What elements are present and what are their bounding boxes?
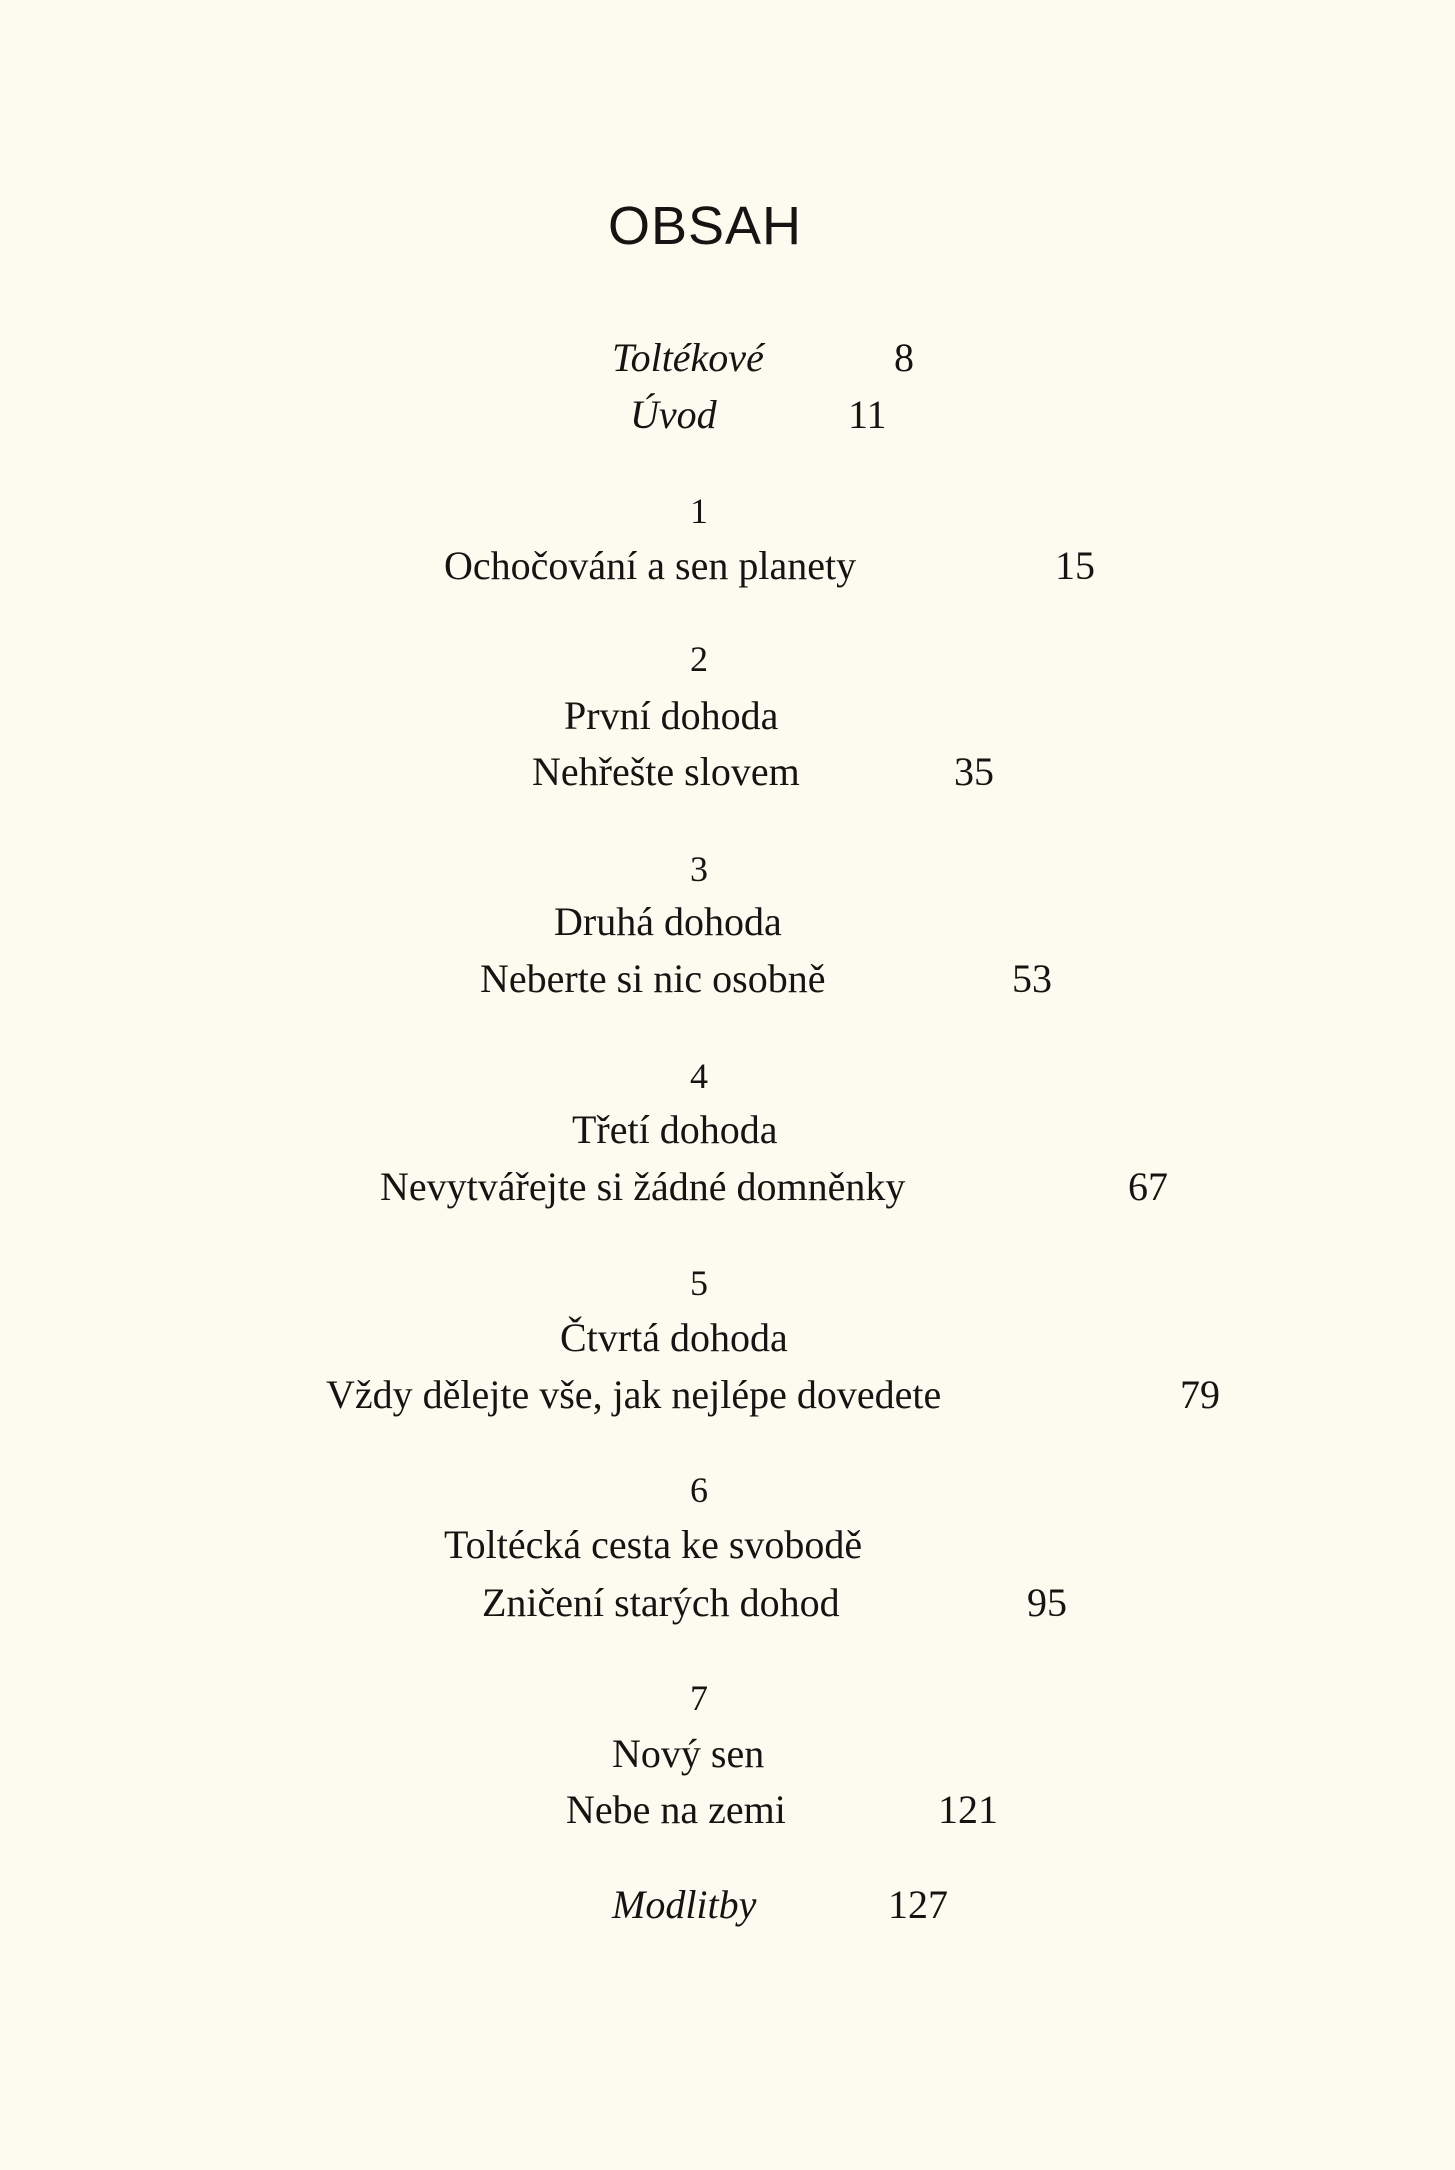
chapter-subtitle: Nehřešte slovem (532, 749, 800, 794)
chapter-number: 2 (690, 639, 708, 679)
chapter-title: Toltécká cesta ke svobodě (444, 1522, 863, 1567)
toc-entry-tolteks: Toltékové (612, 335, 764, 380)
page-number: 127 (888, 1882, 948, 1927)
chapter-number: 5 (690, 1263, 708, 1303)
chapter-subtitle: Neberte si nic osobně (480, 956, 826, 1001)
chapter-subtitle: Nevytvářejte si žádné domněnky (380, 1164, 906, 1209)
page-number: 8 (894, 335, 914, 380)
page-number: 15 (1055, 543, 1095, 588)
chapter-number: 6 (690, 1470, 708, 1510)
page-number: 11 (848, 392, 887, 437)
chapter-title: Ochočování a sen planety (444, 543, 857, 588)
chapter-subtitle: Zničení starých dohod (482, 1580, 840, 1625)
toc-entry-prayers: Modlitby (612, 1882, 757, 1927)
chapter-subtitle: Vždy dělejte vše, jak nejlépe dovedete (326, 1372, 942, 1417)
chapter-number: 3 (690, 849, 708, 889)
chapter-number: 7 (690, 1678, 708, 1718)
page-number: 53 (1012, 956, 1052, 1001)
page-number: 79 (1180, 1372, 1220, 1417)
chapter-number: 1 (690, 491, 708, 531)
page-number: 67 (1128, 1164, 1168, 1209)
chapter-subtitle: Nebe na zemi (566, 1787, 786, 1832)
page-number: 95 (1027, 1580, 1067, 1625)
chapter-title: Druhá dohoda (554, 899, 782, 944)
page-title: OBSAH (608, 196, 803, 256)
chapter-title: První dohoda (564, 693, 779, 738)
chapter-title: Nový sen (612, 1731, 765, 1776)
chapter-title: Třetí dohoda (572, 1107, 778, 1152)
chapter-number: 4 (690, 1056, 708, 1096)
page-number: 121 (938, 1787, 998, 1832)
chapter-title: Čtvrtá dohoda (560, 1315, 788, 1360)
toc-entry-intro: Úvod (630, 392, 717, 437)
page-number: 35 (954, 749, 994, 794)
